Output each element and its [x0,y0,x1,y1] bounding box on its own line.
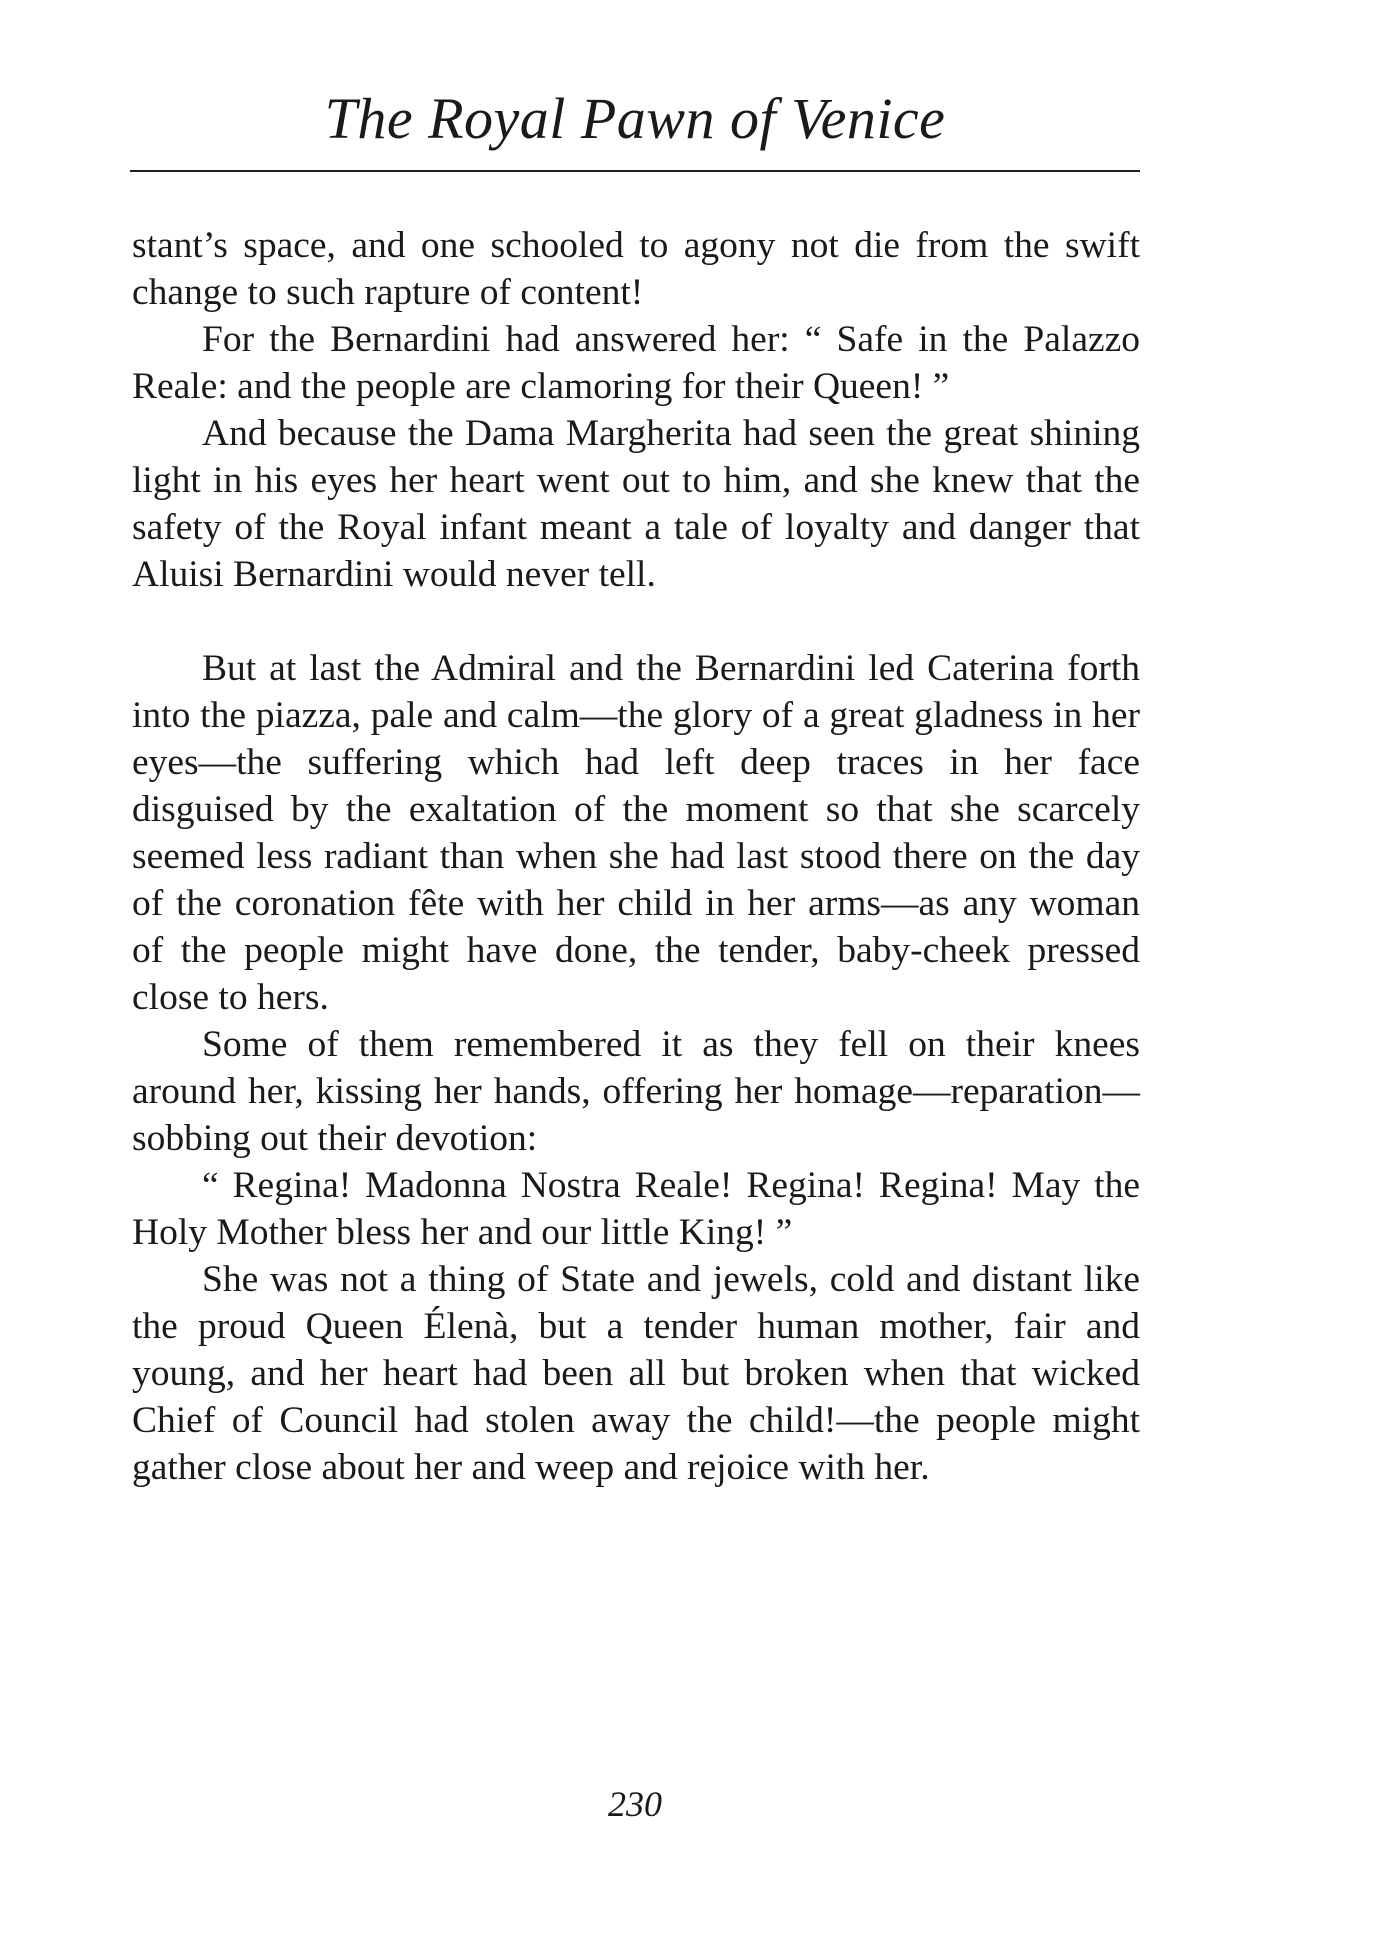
paragraph: For the Bernardini had answered her: “ Safe in the Palazzo Reale: and the people are clamoring for their Queen! ” [132,319,1140,407]
paragraph: “ Regina! Madonna Nostra Reale! Regina! Regina! May the Holy Mother bless her and our little King! ” [132,1165,1140,1253]
header-rule [130,170,1140,172]
paragraph: Some of them remembered it as they fell on their knees around her, kissing her hands, offering her homage—reparation—sobbing out their devotion: [132,1024,1140,1159]
paragraph: But at last the Admiral and the Bernardini led Caterina forth into the piazza, pale and calm—the glory of a great gladness in her eyes—the suffering which had left deep traces in her face disguised by the exaltation of the moment so that she scarcely seemed less radiant than when she had last stood there on the day of the coronation fête with her child in her arms—as any woman of the people might have done, the tender, baby-cheek pressed close to hers. [132,648,1140,1018]
paragraph: And because the Dama Margherita had seen the great shining light in his eyes her heart went out to him, and she knew that the safety of the Royal infant meant a tale of loyalty and danger that Aluisi Bernardini would never tell. [132,413,1140,595]
page-number: 230 [608,1784,662,1824]
paragraph: She was not a thing of State and jewels, cold and distant like the proud Queen Élenà, but a tender human mother, fair and young, and her heart had been all but broken when that wicked Chief of Council had stolen away the child!—the people might gather close about her and weep and rejoice with her. [132,1259,1140,1488]
body-text [132,222,1140,1491]
running-title: The Royal Pawn of Venice [324,86,946,151]
paragraph-continuation: stant’s space, and one schooled to agony not die from the swift change to such rapture of content! [132,225,1140,313]
